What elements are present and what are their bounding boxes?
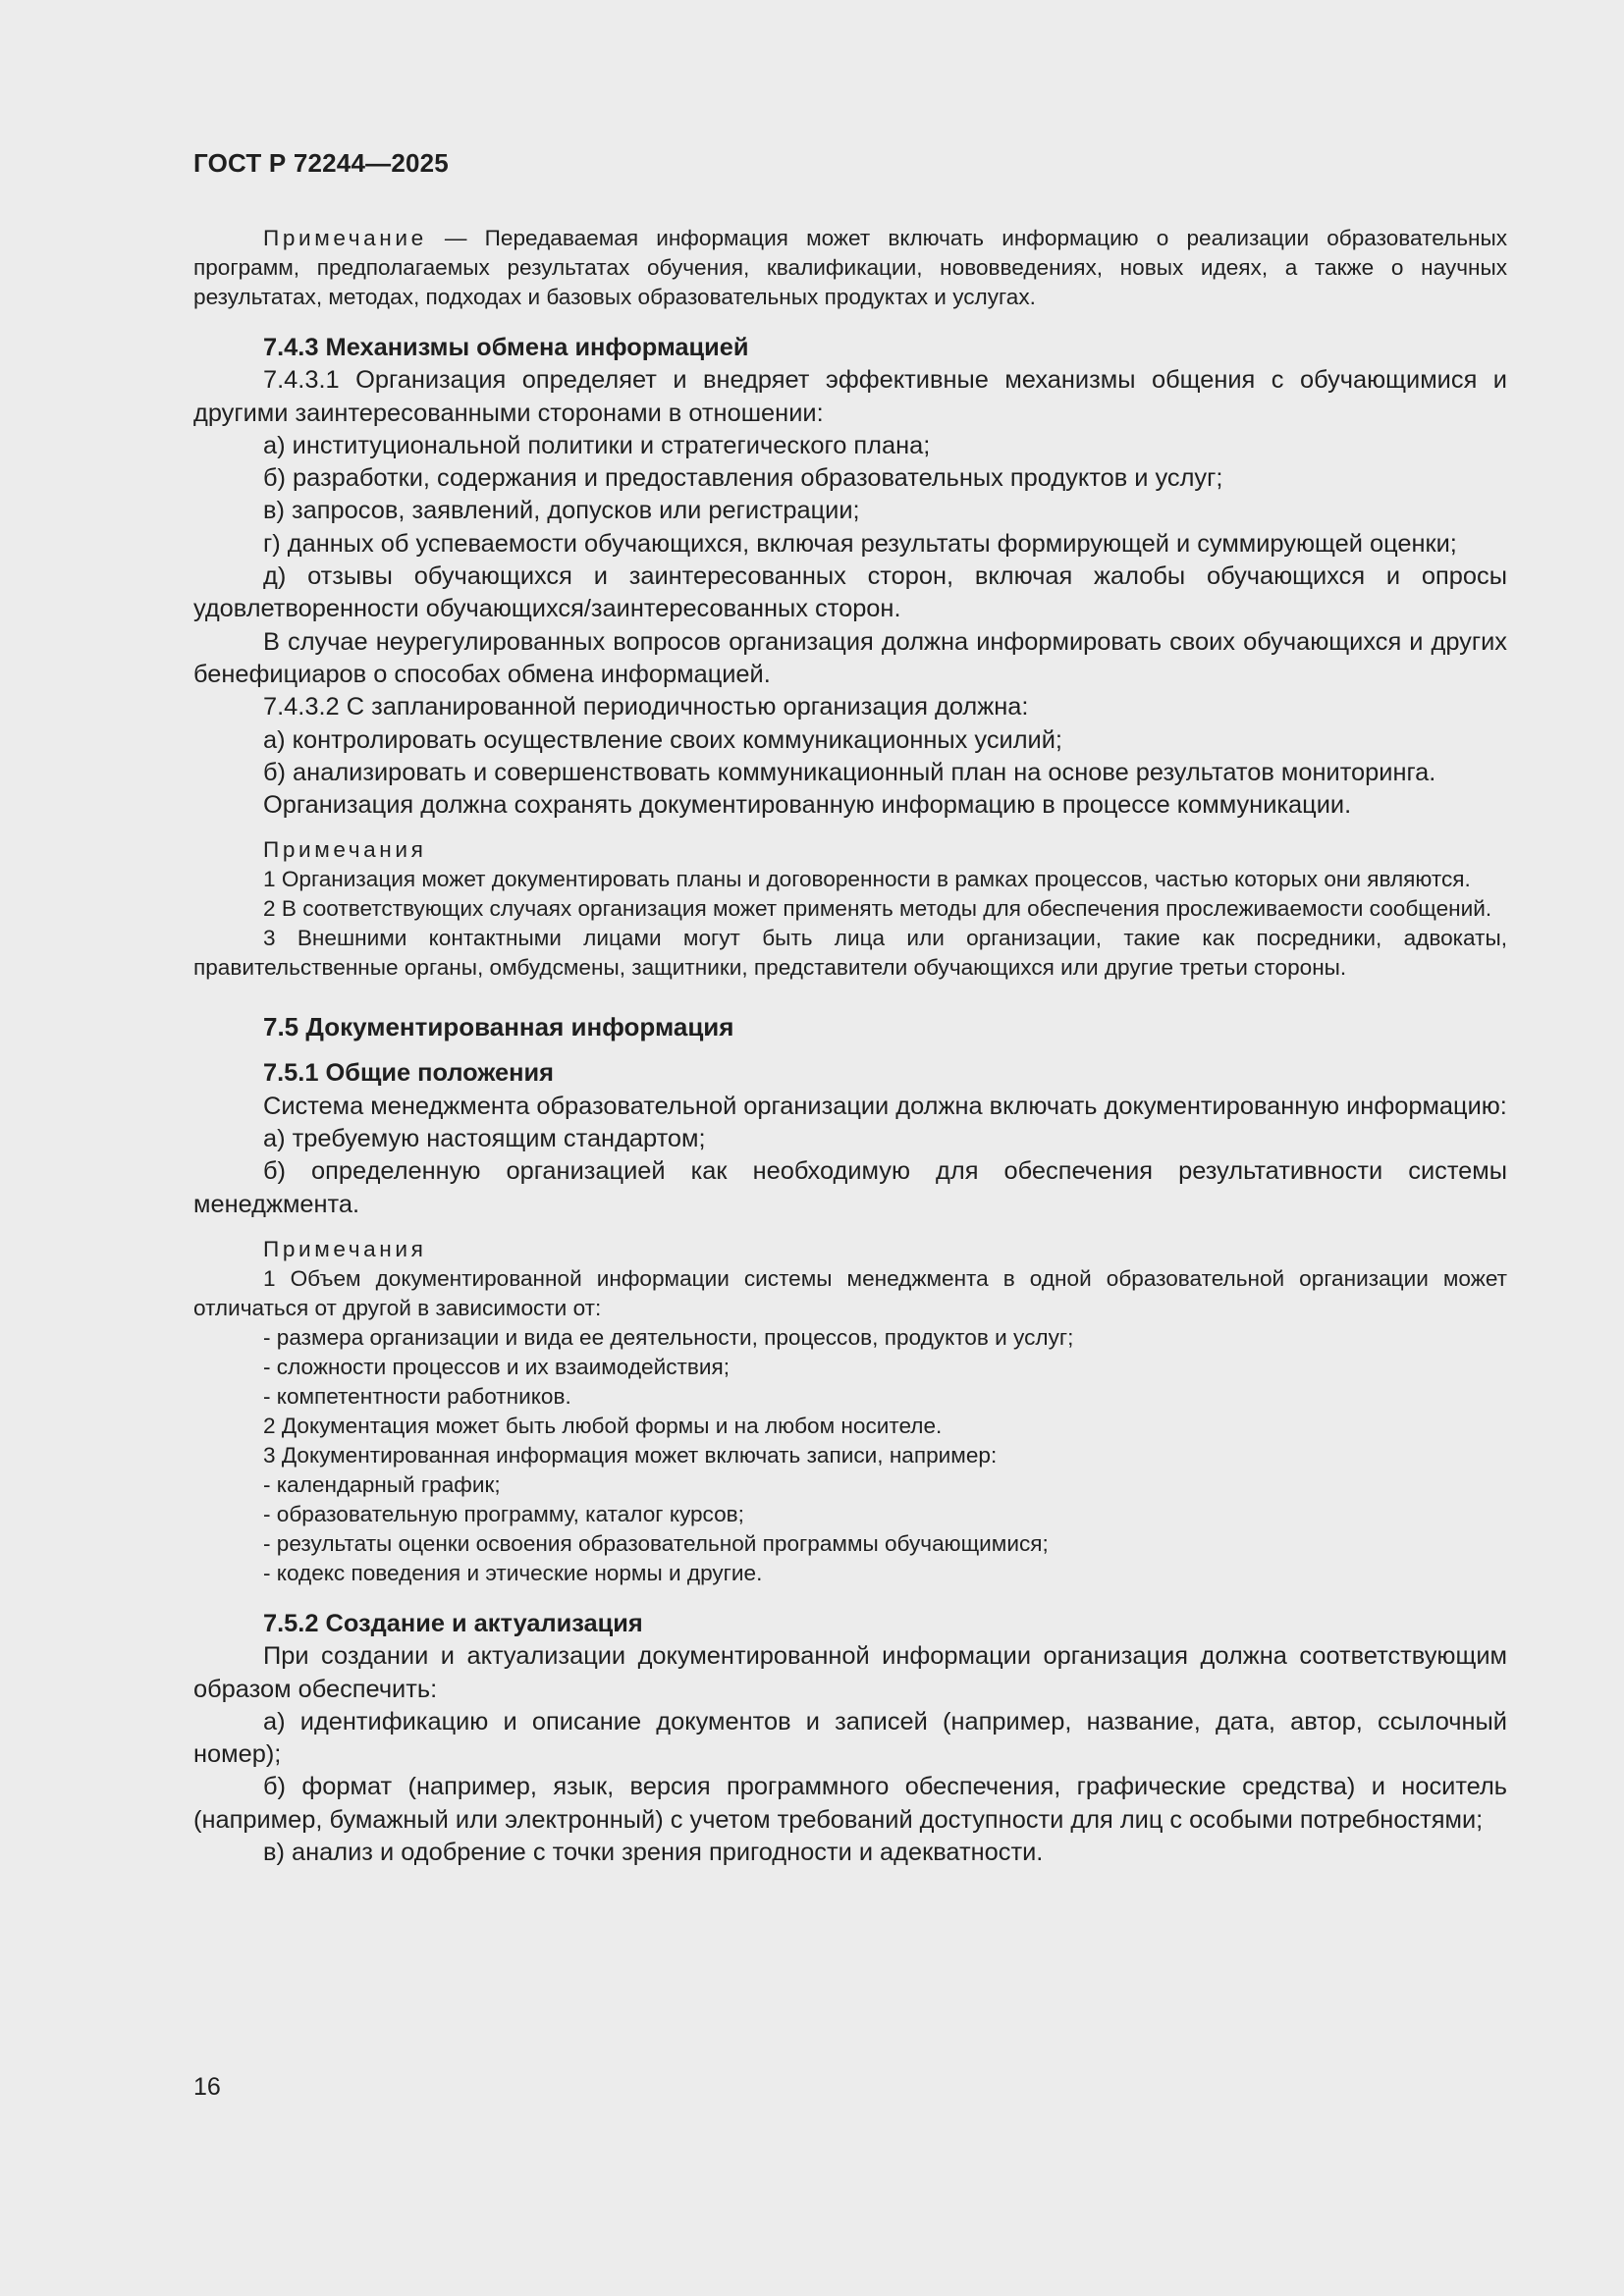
paragraph: Система менеджмента образовательной организации должна включать документированную информацию: (263, 1092, 1507, 1120)
note-label: Примечание (263, 226, 427, 250)
heading-7-5-1: 7.5.1 Общие положения (263, 1059, 554, 1088)
note-item: 3 Внешними контактными лицами могут быть лица или организации, такие как посредники, адвокаты, правительственные органы, омбудсмены, защитники, представители обучающихся или другие третьи стороны. (193, 926, 1507, 981)
paragraph-7-4-3-2: 7.4.3.2 С запланированной периодичностью организация должна: (263, 693, 1029, 721)
heading-7-4-3: 7.4.3 Механизмы обмена информацией (263, 334, 749, 361)
note-item: 3 Документированная информация может включать записи, например: (263, 1442, 998, 1468)
heading-7-5: 7.5 Документированная информация (263, 1012, 734, 1042)
heading-7-4-3-title: Механизмы обмена информацией (325, 334, 749, 361)
note-subitem: - образовательную программу, каталог курсов; (263, 1501, 744, 1526)
list-item: б) формат (например, язык, версия программного обеспечения, графические средства) и носитель (например, бумажный или электронный) с учетом требований доступности для лиц с особыми потребностями; (193, 1773, 1507, 1834)
note-text: — Передаваемая информация может включать информацию о реализации образовательных программ, предполагаемых результатах обучения, квалификации, нововведениях, новых идеях, а также о научных результатах, методах, подходах и базовых образовательных продуктах и услугах. (193, 226, 1507, 309)
note-subitem: - компетентности работников. (263, 1383, 571, 1409)
list-item: в) анализ и одобрение с точки зрения пригодности и адекватности. (263, 1839, 1044, 1867)
note-subitem: - сложности процессов и их взаимодействия; (263, 1354, 730, 1379)
note-item: 2 В соответствующих случаях организация может применять методы для обеспечения прослеживаемости сообщений. (263, 896, 1492, 922)
note-item: 2 Документация может быть любой формы и на любом носителе. (263, 1413, 943, 1438)
document-header: ГОСТ Р 72244—2025 (193, 148, 449, 178)
paragraph: В случае неурегулированных вопросов организация должна информировать своих обучающихся и других бенефициаров о способах обмена информацией. (193, 627, 1507, 688)
list-item: а) институциональной политики и стратегического плана; (263, 431, 931, 459)
note-subitem: - результаты оценки освоения образовательной программы обучающимися; (263, 1530, 1049, 1556)
page-number: 16 (193, 2073, 221, 2101)
paragraph: При создании и актуализации документированной информации организация должна соответствующим образом обеспечить: (193, 1642, 1507, 1703)
notes-label: Примечания (263, 1236, 427, 1261)
notes-label: Примечания (263, 837, 427, 863)
heading-7-5-2: 7.5.2 Создание и актуализация (263, 1609, 643, 1637)
note-item: 1 Объем документированной информации системы менеджмента в одной образовательной организации может отличаться от другой в зависимости от: (193, 1265, 1507, 1320)
list-item: в) запросов, заявлений, допусков или регистрации; (263, 497, 860, 525)
note-subitem: - календарный график; (263, 1471, 501, 1497)
note-subitem: - размера организации и вида ее деятельности, процессов, продуктов и услуг; (263, 1324, 1074, 1350)
intro-note (193, 224, 1507, 312)
note-subitem: - кодекс поведения и этические нормы и другие. (263, 1560, 763, 1585)
list-item: а) требуемую настоящим стандартом; (263, 1125, 706, 1153)
list-item: б) анализировать и совершенствовать коммуникационный план на основе результатов мониторинга. (263, 758, 1436, 786)
list-item: б) разработки, содержания и предоставления образовательных продуктов и услуг; (263, 464, 1223, 493)
paragraph: Организация должна сохранять документированную информацию в процессе коммуникации. (263, 791, 1352, 820)
list-item: а) контролировать осуществление своих коммуникационных усилий; (263, 725, 1062, 754)
list-item: г) данных об успеваемости обучающихся, включая результаты формирующей и суммирующей оценки; (263, 529, 1457, 558)
page-content (193, 224, 1507, 1869)
list-item: д) отзывы обучающихся и заинтересованных сторон, включая жалобы обучающихся и опросы удовлетворенности обучающихся/заинтересованных сторон. (193, 562, 1507, 623)
list-item: б) определенную организацией как необходимую для обеспечения результативности системы менеджмента. (193, 1157, 1507, 1218)
list-item: а) идентификацию и описание документов и записей (например, название, дата, автор, ссылочный номер); (193, 1707, 1507, 1769)
paragraph-7-4-3-1: 7.4.3.1 Организация определяет и внедряет эффективные механизмы общения с обучающимися и другими заинтересованными сторонами в отношении: (193, 366, 1507, 427)
note-item: 1 Организация может документировать планы и договоренности в рамках процессов, частью которых они являются. (263, 867, 1471, 892)
